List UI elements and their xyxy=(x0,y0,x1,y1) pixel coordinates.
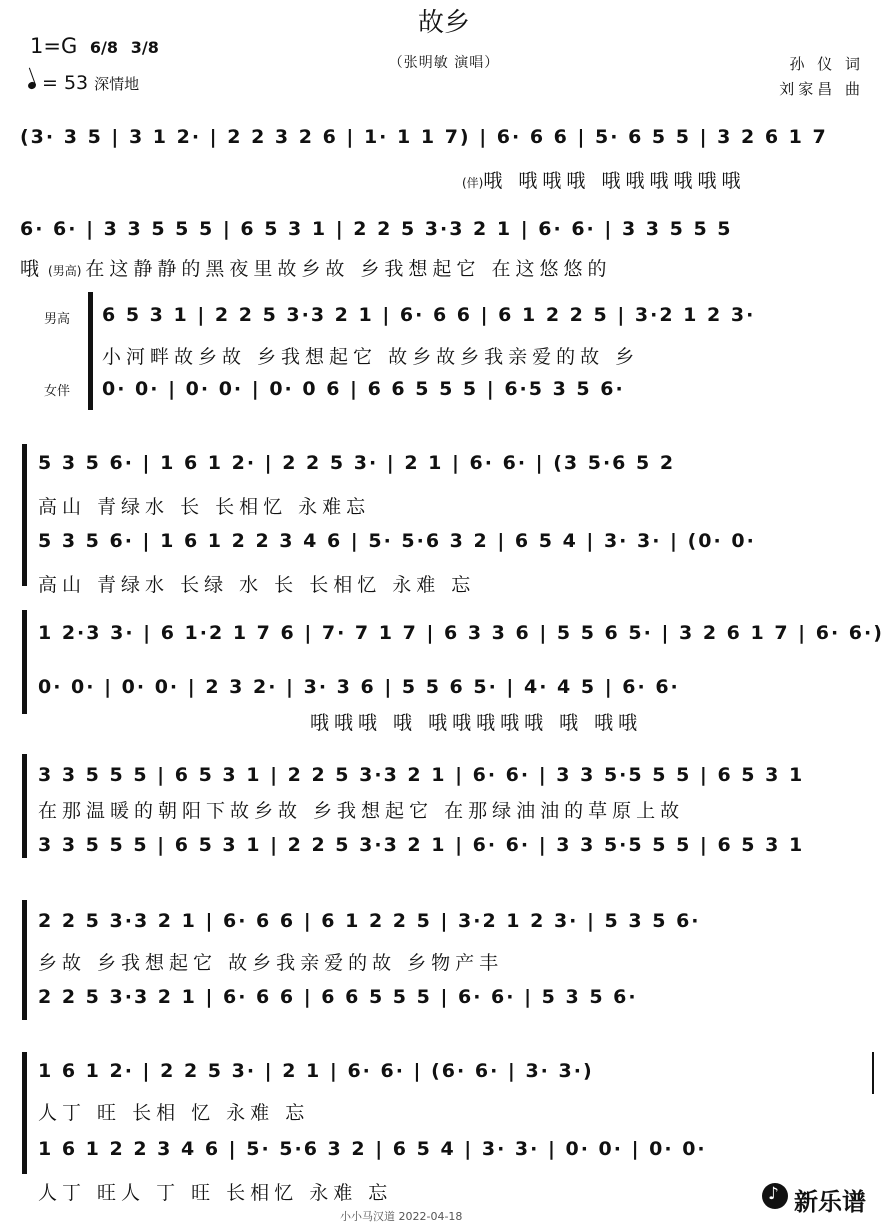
score-row-6-bottom-notes: 3 3 5 5 5 | 6 5 3 1 | 2 2 5 3·3 2 1 | 6· 6· | 3 3 5·5 5 5 | 6 5 3 1 xyxy=(38,834,805,856)
score-row-2-notes: 6· 6· | 3 3 5 5 5 | 6 5 3 1 | 2 2 5 3·3 2 1 | 6· 6· | 3 3 5 5 5 xyxy=(20,218,733,240)
score-row-7-top-notes: 2 2 5 3·3 2 1 | 6· 6 6 | 6 1 2 2 5 | 3·2 1 2 3· | 5 3 5 6· xyxy=(38,910,701,932)
music-disc-icon xyxy=(762,1183,788,1209)
score-row-1-lyrics xyxy=(462,166,745,193)
composer-credit: 刘家昌 曲 xyxy=(779,80,864,98)
score-row-5-bottom-lyrics: 哦哦哦 哦 哦哦哦哦哦 哦 哦哦 xyxy=(310,712,643,734)
score-row-7-top-lyrics: 乡故 乡我想起它 故乡我亲爱的故 乡物产丰 xyxy=(38,952,504,974)
system-brace xyxy=(22,444,27,586)
score-row-3-top-notes: 6 5 3 1 | 2 2 5 3·3 2 1 | 6· 6 6 | 6 1 2 2 5 | 3·2 1 2 3· xyxy=(102,304,756,326)
system-brace xyxy=(88,292,93,410)
score-row-4-bottom-lyrics: 高山 青绿水 长绿 水 长 长相忆 永难 忘 xyxy=(38,574,476,596)
score-row-3-bottom-notes: 0· 0· | 0· 0· | 0· 0 6 | 6 6 5 5 5 | 6·5 3 5 6· xyxy=(102,378,625,400)
lyricist-credit: 孙 仪 词 xyxy=(789,55,864,73)
score-row-6-top-notes: 3 3 5 5 5 | 6 5 3 1 | 2 2 5 3·3 2 1 | 6· 6· | 3 3 5·5 5 5 | 6 5 3 1 xyxy=(38,764,805,786)
score-row-6-top-lyrics: 在那温暖的朝阳下故乡故 乡我想起它 在那绿油油的草原上故 xyxy=(38,800,685,822)
final-barline xyxy=(872,1052,874,1094)
system-brace xyxy=(22,610,27,714)
part-label-male-high: 男高 xyxy=(44,312,71,327)
time-signature-3-8: 3/8 xyxy=(130,38,159,57)
part-label-female-accomp: 女伴 xyxy=(44,384,71,399)
score-row-4-bottom-notes: 5 3 5 6· | 1 6 1 2 2 3 4 6 | 5· 5·6 3 2 | 6 5 4 | 3· 3· | (0· 0· xyxy=(38,530,756,552)
lyric-lead: 哦 xyxy=(20,258,45,280)
score-row-3-top-lyrics: 小河畔故乡故 乡我想起它 故乡故乡我亲爱的故 乡 xyxy=(102,346,640,368)
key-signature: 1=G xyxy=(30,34,78,58)
site-watermark: 新乐谱 xyxy=(794,1188,866,1216)
system-brace xyxy=(22,1052,27,1174)
lyric-text: 在这静静的黑夜里故乡故 乡我想起它 在这悠悠的 xyxy=(85,258,612,280)
accompaniment-label: (伴) xyxy=(462,176,484,190)
score-row-8-top-lyrics: 人丁 旺 长相 忆 永难 忘 xyxy=(38,1102,310,1124)
expression-mark: 深情地 xyxy=(94,75,140,93)
score-row-1-notes: (3· 3 5 | 3 1 2· | 2 2 3 2 6 | 1· 1 1 7) | 6· 6 6 | 5· 6 5 5 | 3 2 6 1 7 xyxy=(20,126,828,148)
tempo-marking xyxy=(28,72,139,94)
system-brace xyxy=(22,754,27,858)
time-signature-6-8: 6/8 xyxy=(89,38,119,57)
score-row-5-top-notes: 1 2·3 3· | 6 1·2 1 7 6 | 7· 7 1 7 | 6 3 3 6 | 5 5 6 5· | 3 2 6 1 7 | 6· 6·) xyxy=(38,622,884,644)
score-row-7-bottom-notes: 2 2 5 3·3 2 1 | 6· 6 6 | 6 6 5 5 5 | 6· 6· | 5 3 5 6· xyxy=(38,986,638,1008)
male-high-label: (男高) xyxy=(48,264,82,278)
score-row-4-top-lyrics: 高山 青绿水 长 长相忆 永难忘 xyxy=(38,496,371,518)
score-row-8-bottom-lyrics: 人丁 旺人 丁 旺 长相忆 永难 忘 xyxy=(38,1182,393,1204)
song-title: 故乡 xyxy=(417,8,470,38)
quarter-note-icon xyxy=(27,81,37,90)
system-brace xyxy=(22,900,27,1020)
score-row-8-top-notes: 1 6 1 2· | 2 2 5 3· | 2 1 | 6· 6· | (6· 6· | 3· 3·) xyxy=(38,1060,594,1082)
footer-note: 小小马汉道 2022-04-18 xyxy=(340,1210,463,1223)
score-row-8-bottom-notes: 1 6 1 2 2 3 4 6 | 5· 5·6 3 2 | 6 5 4 | 3· 3· | 0· 0· | 0· 0· xyxy=(38,1138,707,1160)
performer-credit: （张明敏 演唱） xyxy=(388,55,500,71)
lyric-text: 哦 哦哦哦 哦哦哦哦哦哦 xyxy=(483,170,746,192)
tempo-value: = 53 xyxy=(42,72,89,94)
score-row-2-lyrics xyxy=(20,254,611,281)
score-row-5-bottom-notes: 0· 0· | 0· 0· | 2 3 2· | 3· 3 6 | 5 5 6 5· | 4· 4 5 | 6· 6· xyxy=(38,676,680,698)
score-row-4-top-notes: 5 3 5 6· | 1 6 1 2· | 2 2 5 3· | 2 1 | 6· 6· | (3 5·6 5 2 xyxy=(38,452,676,474)
